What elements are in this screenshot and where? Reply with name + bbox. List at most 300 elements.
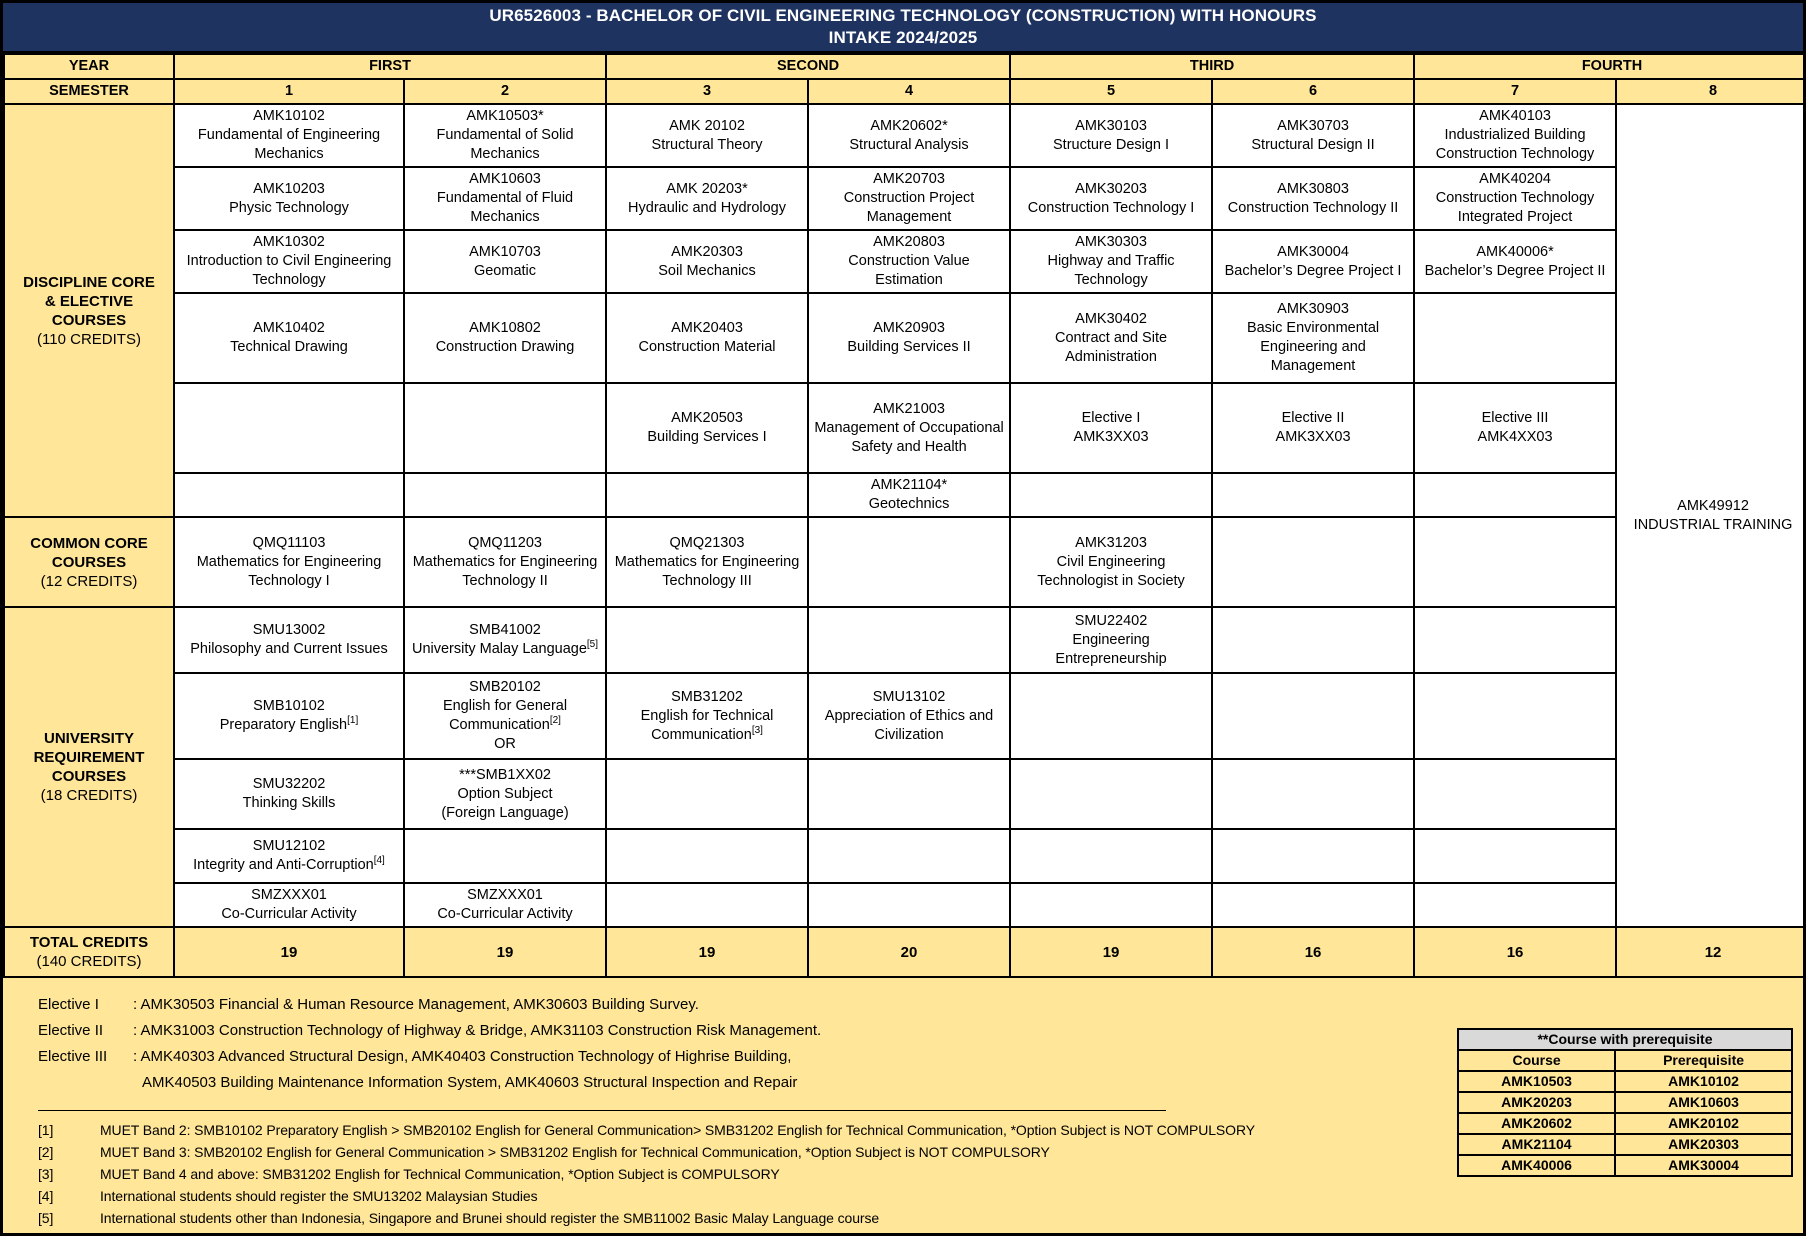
- course-title-text: Appreciation of Ethics and Civilization: [824, 707, 994, 743]
- total-credits-row: [4, 927, 1806, 977]
- course-code: AMK31203: [1075, 534, 1147, 551]
- course-cell: [808, 293, 1010, 383]
- or-separator: OR: [494, 736, 516, 752]
- total-credits-sem-7: 16: [1414, 927, 1616, 977]
- year-first: FIRST: [174, 54, 606, 79]
- course-code: AMK10703: [469, 243, 541, 260]
- course-cell-empty: [606, 829, 808, 883]
- course-cell: [1212, 383, 1414, 473]
- semester-row: [4, 79, 1806, 104]
- course-cell: [606, 673, 808, 759]
- course-cell: [808, 104, 1010, 167]
- footnote-text: MUET Band 3: SMB20102 English for General Communication > SMB31202 English for Technical Communication, *Option Subject is NOT COMPULSORY: [100, 1144, 1050, 1160]
- course-code: AMK30103: [1075, 117, 1147, 134]
- course-title: [1217, 428, 1409, 447]
- course-code: SMU22402: [1074, 612, 1148, 629]
- course-cell-empty: [174, 473, 404, 517]
- semester-4: 4: [808, 79, 1010, 104]
- course-title: [1015, 199, 1207, 218]
- section-title: COMMON CORE COURSES: [30, 534, 148, 571]
- total-credits-sem-5: 19: [1010, 927, 1212, 977]
- course-title: [1419, 262, 1611, 281]
- semester-8: 8: [1616, 79, 1806, 104]
- course-cell-empty: [1010, 883, 1212, 927]
- course-cell: [606, 517, 808, 607]
- course-title: [1217, 319, 1409, 376]
- course-title: [611, 199, 803, 218]
- notes-divider: [38, 1110, 1166, 1111]
- course-title-text: Engineering Entrepreneurship: [1055, 631, 1167, 667]
- course-cell: [404, 759, 606, 829]
- course-title: [1015, 428, 1207, 447]
- course-code: AMK30203: [1075, 180, 1147, 197]
- course-cell-empty: [606, 883, 808, 927]
- course-cell: [404, 517, 606, 607]
- course-title-text: Preparatory English: [219, 717, 348, 733]
- course-code: Elective III: [1481, 410, 1549, 426]
- year-row: [4, 54, 1806, 79]
- course-title: [813, 707, 1005, 745]
- course-code: AMK40103: [1479, 108, 1551, 124]
- year-second: SECOND: [606, 54, 1010, 79]
- course-code: AMK40204: [1479, 171, 1551, 187]
- course-code: AMK10402: [253, 320, 325, 336]
- industrial-training-cell: [1616, 104, 1806, 927]
- course-cell: [606, 383, 808, 473]
- course-cell-empty: [1414, 293, 1616, 383]
- course-title-text: Building Services I: [647, 429, 767, 445]
- course-title-text: Option Subject: [457, 785, 553, 802]
- course-cell-empty: [1212, 673, 1414, 759]
- course-cell: [1010, 230, 1212, 293]
- course-code: SMU13002: [252, 622, 326, 638]
- course-title: [409, 189, 601, 227]
- course-title: [179, 126, 399, 164]
- section-label-common: [4, 517, 174, 607]
- course-title-text: Fundamental of Solid Mechanics: [436, 127, 574, 162]
- course-title: [179, 856, 399, 875]
- course-title-text: Construction Technology II: [1227, 199, 1399, 216]
- elective-text: : AMK40303 Advanced Structural Design, AMK40403 Construction Technology of Highrise Building,: [133, 1048, 792, 1065]
- grid-row: [4, 383, 1806, 473]
- course-cell: [404, 167, 606, 230]
- grid-row: [4, 230, 1806, 293]
- course-cell: [1414, 167, 1616, 230]
- grid-row: [4, 829, 1806, 883]
- grid-row: [4, 517, 1806, 607]
- grid-row: [4, 759, 1806, 829]
- course-title-text: Introduction to Civil Engineering Technology: [186, 253, 392, 288]
- course-code: AMK20602*: [870, 117, 948, 134]
- course-code: SMB31202: [671, 688, 743, 705]
- footnote-text: International students other than Indonesia, Singapore and Brunei should register the SMB11002 Basic Malay Language course: [100, 1210, 880, 1226]
- course-cell: [174, 517, 404, 607]
- course-cell: [404, 230, 606, 293]
- course-cell-empty: [1414, 517, 1616, 607]
- course-title: [813, 495, 1005, 514]
- course-code: AMK 20203*: [666, 180, 748, 197]
- prereq-header-course: Course: [1458, 1050, 1615, 1071]
- course-title-text: Thinking Skills: [242, 795, 336, 811]
- intake-subtitle: INTAKE 2024/2025: [828, 28, 978, 47]
- course-cell: [808, 167, 1010, 230]
- course-title-text: Hydraulic and Hydrology: [628, 199, 786, 216]
- course-cell: [404, 883, 606, 927]
- course-title-text: Structural Design II: [1251, 136, 1375, 153]
- course-title: [179, 794, 399, 813]
- grid-row: [4, 473, 1806, 517]
- course-title-text: Geotechnics: [868, 496, 950, 512]
- footnote: [38, 1185, 1803, 1207]
- course-cell: [404, 673, 606, 759]
- course-code: AMK20703: [873, 171, 945, 187]
- course-code: AMK20503: [671, 410, 743, 426]
- prereq-required: AMK10603: [1615, 1092, 1792, 1113]
- course-title: [409, 785, 601, 804]
- course-title: [1015, 329, 1207, 367]
- course-code: AMK10503*: [466, 108, 544, 124]
- course-cell: [174, 230, 404, 293]
- course-cell: [1212, 293, 1414, 383]
- course-cell: [1010, 293, 1212, 383]
- course-cell: [1010, 517, 1212, 607]
- total-credits-subtitle: (140 CREDITS): [36, 953, 142, 970]
- course-title: [1015, 136, 1207, 155]
- prereq-row: [1458, 1071, 1792, 1092]
- program-header: [3, 3, 1803, 53]
- elective-label: Elective III: [38, 1048, 108, 1065]
- prereq-row: [1458, 1134, 1792, 1155]
- prereq-course: AMK40006: [1458, 1155, 1615, 1176]
- course-code: AMK40006*: [1476, 243, 1554, 260]
- course-title-text: Contract and Site Administration: [1055, 329, 1168, 365]
- course-cell-empty: [1414, 607, 1616, 673]
- course-cell-empty: [808, 607, 1010, 673]
- course-title-text: Structure Design I: [1053, 136, 1170, 153]
- course-cell: [174, 104, 404, 167]
- course-title-text: Structural Theory: [651, 136, 763, 153]
- course-title: [409, 905, 601, 924]
- course-title-text: Basic Environmental Engineering and Management: [1246, 320, 1380, 374]
- course-title: [611, 707, 803, 745]
- course-title: [179, 716, 399, 735]
- course-title-text: Management of Occupational Safety and Health: [814, 419, 1004, 455]
- course-title-line2: [409, 804, 601, 823]
- course-title-text: Soil Mechanics: [658, 262, 756, 279]
- course-code: AMK21104*: [870, 477, 948, 493]
- course-title-text: Highway and Traffic Technology: [1047, 253, 1175, 288]
- course-cell-empty: [1414, 759, 1616, 829]
- prereq-course: AMK20203: [1458, 1092, 1615, 1113]
- course-cell: [1010, 167, 1212, 230]
- course-code: Elective I: [1081, 410, 1141, 426]
- footnote: [38, 1207, 1803, 1229]
- course-cell: [174, 293, 404, 383]
- section-credits: (12 CREDITS): [40, 572, 138, 590]
- course-code: AMK30903: [1277, 301, 1349, 317]
- course-title-text: English for Technical Communication: [640, 707, 774, 743]
- course-cell-empty: [1414, 473, 1616, 517]
- course-title: [813, 136, 1005, 155]
- prereq-required: AMK20102: [1615, 1113, 1792, 1134]
- footnote-ref-marker: [4]: [373, 855, 385, 867]
- program-title: UR6526003 - BACHELOR OF CIVIL ENGINEERING TECHNOLOGY (CONSTRUCTION) WITH HONOURS: [489, 6, 1317, 25]
- prereq-row: [1458, 1113, 1792, 1134]
- course-code: AMK30402: [1075, 310, 1147, 327]
- course-title: [813, 419, 1005, 457]
- course-cell: [404, 104, 606, 167]
- course-code: AMK10102: [253, 108, 325, 124]
- course-title-text: (Foreign Language): [441, 804, 569, 821]
- course-code: AMK20403: [671, 320, 743, 336]
- course-cell: [808, 673, 1010, 759]
- course-cell-empty: [1212, 517, 1414, 607]
- industrial-training-code: AMK49912: [1677, 497, 1749, 514]
- course-title-text: Structural Analysis: [849, 136, 969, 153]
- course-title-text: Co-Curricular Activity: [221, 906, 357, 922]
- course-title: [409, 338, 601, 357]
- prereq-required: AMK10102: [1615, 1071, 1792, 1092]
- course-title-text: AMK4XX03: [1477, 429, 1553, 445]
- footnote-ref: [3]: [38, 1166, 54, 1182]
- course-cell-empty: [1212, 883, 1414, 927]
- course-title: [1015, 631, 1207, 669]
- course-code: Elective II: [1281, 410, 1345, 426]
- course-title-text: Construction Technology Integrated Project: [1435, 190, 1595, 225]
- grid-row: [4, 293, 1806, 383]
- course-cell-empty: [1212, 607, 1414, 673]
- course-title-text: AMK3XX03: [1073, 429, 1149, 445]
- course-cell: [1414, 383, 1616, 473]
- course-title: [409, 262, 601, 281]
- course-cell: [606, 167, 808, 230]
- course-cell-empty: [1010, 673, 1212, 759]
- footnote-ref: [5]: [38, 1210, 54, 1226]
- course-cell: [1010, 383, 1212, 473]
- total-credits-sem-6: 16: [1212, 927, 1414, 977]
- course-code: AMK10302: [253, 234, 325, 250]
- course-code: AMK10203: [253, 180, 325, 197]
- course-code: SMB20102: [469, 679, 541, 695]
- course-cell-empty: [808, 883, 1010, 927]
- total-credits-title: TOTAL CREDITS: [29, 934, 149, 951]
- course-cell: [174, 759, 404, 829]
- course-cell: [1212, 230, 1414, 293]
- semester-6: 6: [1212, 79, 1414, 104]
- course-code: AMK 20102: [669, 117, 745, 134]
- semester-5: 5: [1010, 79, 1212, 104]
- course-cell: [174, 167, 404, 230]
- course-code: AMK10802: [469, 320, 541, 336]
- course-cell-empty: [1414, 673, 1616, 759]
- course-cell-empty: [808, 759, 1010, 829]
- course-title-text: Bachelor’s Degree Project I: [1224, 262, 1402, 279]
- curriculum-grid: [3, 53, 1806, 978]
- course-code: AMK30803: [1277, 180, 1349, 197]
- course-cell: [606, 230, 808, 293]
- course-cell: [404, 293, 606, 383]
- course-title-text: Fundamental of Fluid Mechanics: [436, 190, 574, 225]
- year-fourth: FOURTH: [1414, 54, 1806, 79]
- course-code: SMU32202: [252, 776, 326, 792]
- section-label-discipline: [4, 104, 174, 517]
- prereq-row: [1458, 1155, 1792, 1176]
- course-title-text: Geomatic: [473, 262, 537, 279]
- grid-row: [4, 673, 1806, 759]
- footnote-text: International students should register the SMU13202 Malaysian Studies: [100, 1188, 538, 1204]
- course-title-text: Construction Value Estimation: [848, 253, 970, 288]
- footnote-ref-marker: [1]: [347, 715, 359, 727]
- course-title: [409, 553, 601, 591]
- course-title-text: AMK3XX03: [1275, 429, 1351, 445]
- prereq-title: **Course with prerequisite: [1458, 1029, 1792, 1050]
- section-label-university: [4, 607, 174, 927]
- course-cell-empty: [1414, 829, 1616, 883]
- course-code: AMK10603: [469, 171, 541, 187]
- section-credits: (110 CREDITS): [37, 330, 141, 348]
- course-title: [179, 640, 399, 659]
- course-title-text: Co-Curricular Activity: [437, 906, 573, 922]
- course-cell-empty: [606, 759, 808, 829]
- course-cell-empty: [1010, 829, 1212, 883]
- grid-row: [4, 104, 1806, 167]
- course-cell: [808, 230, 1010, 293]
- semester-2: 2: [404, 79, 606, 104]
- course-title-text: Construction Project Management: [843, 190, 975, 225]
- course-cell-empty: [1212, 759, 1414, 829]
- course-title-text: Civil Engineering Technologist in Society: [1037, 553, 1185, 589]
- section-title: UNIVERSITY REQUIREMENT COURSES: [33, 730, 145, 785]
- footnote-ref-marker: [5]: [586, 639, 599, 651]
- elective-note: [38, 992, 1803, 1018]
- elective-text-continued: AMK40503 Building Maintenance Information System, AMK40603 Structural Inspection and Repair: [142, 1074, 798, 1091]
- prereq-header-row: [1458, 1050, 1792, 1071]
- course-title: [611, 553, 803, 591]
- course-title: [1015, 252, 1207, 290]
- course-code: AMK30303: [1075, 234, 1147, 250]
- course-cell-empty: [606, 473, 808, 517]
- prereq-course: AMK20602: [1458, 1113, 1615, 1134]
- course-cell: [174, 673, 404, 759]
- course-code: SMB10102: [253, 698, 325, 714]
- course-cell: [1414, 104, 1616, 167]
- elective-text: : AMK31003 Construction Technology of Highway & Bridge, AMK31103 Construction Risk Management.: [133, 1022, 822, 1039]
- grid-row: [4, 883, 1806, 927]
- course-title-text: Construction Material: [638, 339, 776, 355]
- course-title: [813, 189, 1005, 227]
- course-title: [611, 262, 803, 281]
- course-title-text: Construction Technology I: [1027, 199, 1195, 216]
- prerequisite-table: [1457, 1028, 1793, 1177]
- course-cell-empty: [1212, 829, 1414, 883]
- course-code: SMZXXX01: [467, 887, 543, 903]
- course-cell: [1010, 607, 1212, 673]
- course-title-text: English for General Communication: [442, 698, 568, 733]
- course-title: [179, 905, 399, 924]
- course-cell-empty: [1010, 473, 1212, 517]
- course-title: [409, 126, 601, 164]
- footnote-ref: [1]: [38, 1122, 54, 1138]
- course-code: AMK30004: [1277, 243, 1349, 260]
- prereq-required: AMK20303: [1615, 1134, 1792, 1155]
- course-cell: [174, 607, 404, 673]
- course-title-text: University Malay Language: [411, 641, 587, 657]
- course-title-text: Construction Drawing: [435, 339, 575, 355]
- course-cell: [1212, 167, 1414, 230]
- semester-7: 7: [1414, 79, 1616, 104]
- course-cell: [606, 293, 808, 383]
- course-title: [409, 697, 601, 735]
- course-title-text: Technical Drawing: [230, 339, 348, 355]
- course-title-text: Bachelor’s Degree Project II: [1424, 262, 1606, 279]
- course-title-text: Industrialized Building Construction Technology: [1435, 127, 1595, 162]
- course-title: [1217, 199, 1409, 218]
- course-title: [813, 338, 1005, 357]
- course-cell-empty: [808, 829, 1010, 883]
- course-title-text: Mathematics for Engineering Technology I: [196, 553, 382, 589]
- course-cell-empty: [404, 473, 606, 517]
- course-cell-empty: [1212, 473, 1414, 517]
- total-credits-sem-1: 19: [174, 927, 404, 977]
- course-cell-empty: [404, 383, 606, 473]
- year-label: YEAR: [4, 54, 174, 79]
- prereq-required: AMK30004: [1615, 1155, 1792, 1176]
- prereq-header-prerequisite: Prerequisite: [1615, 1050, 1792, 1071]
- course-title: [179, 338, 399, 357]
- course-cell: [174, 883, 404, 927]
- course-code: AMK30703: [1277, 117, 1349, 134]
- course-title: [813, 252, 1005, 290]
- industrial-training-title: INDUSTRIAL TRAINING: [1633, 516, 1793, 533]
- grid-row: [4, 167, 1806, 230]
- course-cell: [808, 473, 1010, 517]
- elective-text: : AMK30503 Financial & Human Resource Management, AMK30603 Building Survey.: [133, 996, 699, 1013]
- semester-label: SEMESTER: [4, 79, 174, 104]
- course-cell: [808, 383, 1010, 473]
- course-cell: [404, 607, 606, 673]
- notes-section: [3, 978, 1803, 1233]
- prereq-title-row: [1458, 1029, 1792, 1050]
- course-code: QMQ11203: [468, 534, 542, 551]
- course-code: SMU12102: [252, 838, 326, 854]
- prereq-course: AMK10503: [1458, 1071, 1615, 1092]
- footnote-text: MUET Band 2: SMB10102 Preparatory English > SMB20102 English for General Communication> SMB31202 English for Technical Communication, *Option Subject is NOT COMPULSORY: [100, 1122, 1255, 1138]
- course-title-text: Building Services II: [847, 339, 971, 355]
- course-title-text: Integrity and Anti-Corruption: [193, 857, 374, 873]
- grid-row: [4, 607, 1806, 673]
- footnote-text: MUET Band 4 and above: SMB31202 English for Technical Communication, *Option Subject is COMPULSORY: [100, 1166, 780, 1182]
- course-title-text: Mathematics for Engineering Technology III: [614, 553, 800, 589]
- course-code: AMK21003: [873, 400, 945, 417]
- semester-1: 1: [174, 79, 404, 104]
- course-title: [611, 428, 803, 447]
- course-title: [1419, 126, 1611, 164]
- course-cell-empty: [404, 829, 606, 883]
- course-code: AMK20303: [671, 243, 743, 260]
- course-code: QMQ11103: [252, 534, 326, 551]
- course-title-text: Physic Technology: [229, 199, 349, 216]
- prereq-row: [1458, 1092, 1792, 1113]
- course-cell: [174, 829, 404, 883]
- course-code: ***SMB1XX02: [459, 766, 551, 783]
- course-title-text: Philosophy and Current Issues: [190, 641, 388, 657]
- course-cell-empty: [1010, 759, 1212, 829]
- elective-label: Elective II: [38, 1022, 104, 1039]
- course-title: [179, 252, 399, 290]
- course-code: SMU13102: [872, 688, 946, 705]
- course-title: [1015, 553, 1207, 591]
- course-code: AMK20903: [873, 320, 945, 336]
